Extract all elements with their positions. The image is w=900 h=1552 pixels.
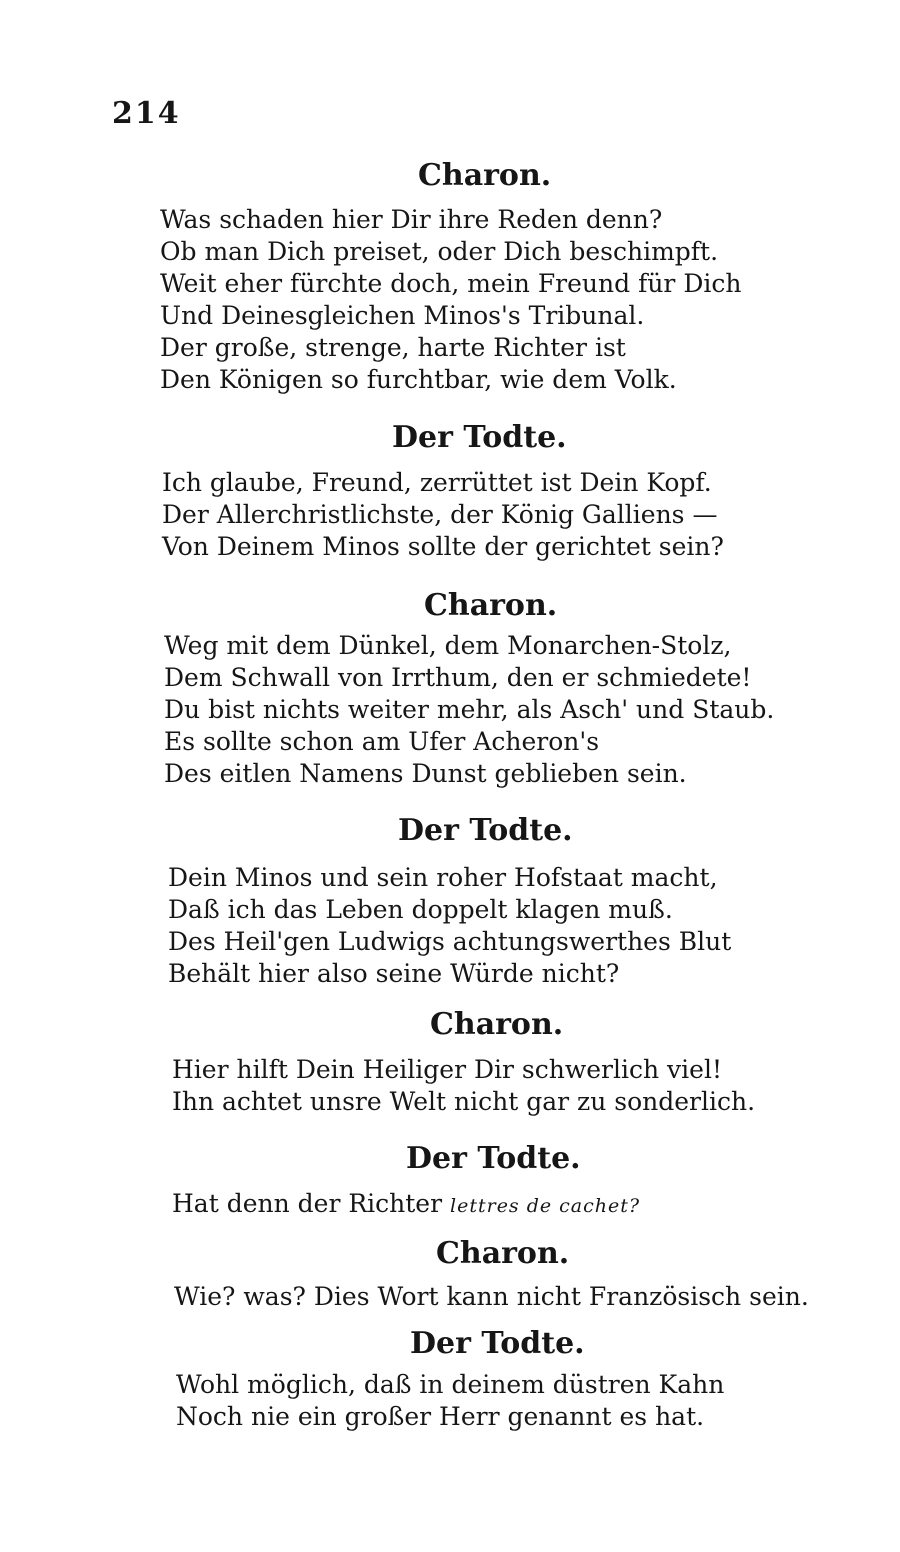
speaker-heading: Charon. — [436, 1236, 570, 1271]
verse-line: Wohl möglich, daß in deinem düstren Kahn — [176, 1370, 725, 1399]
verse-line: Wie? was? Dies Wort kann nicht Französisch sein. — [174, 1282, 809, 1311]
speaker-heading: Charon. — [418, 158, 552, 193]
speaker-heading: Charon. — [424, 588, 558, 623]
verse-line: Des Heil'gen Ludwigs achtungswerthes Blut — [168, 927, 732, 956]
verse-line: Weit eher fürchte doch, mein Freund für Dich — [160, 269, 742, 298]
verse-line: Den Königen so furchtbar, wie dem Volk. — [160, 365, 677, 394]
verse-line: Was schaden hier Dir ihre Reden denn? — [160, 205, 663, 234]
page-number: 214 — [112, 96, 181, 131]
speaker-heading: Der Todte. — [406, 1141, 581, 1176]
verse-text: Hat denn der Richter — [172, 1189, 443, 1218]
verse-line: Dem Schwall von Irrthum, den er schmiedete! — [164, 663, 752, 692]
verse-line: Von Deinem Minos sollte der gerichtet sein? — [162, 532, 724, 561]
verse-block — [160, 204, 741, 396]
verse-line: Und Deinesgleichen Minos's Tribunal. — [160, 301, 645, 330]
verse-block — [172, 1188, 640, 1220]
verse-line: Noch nie ein großer Herr genannt es hat. — [176, 1402, 705, 1431]
verse-line: Der große, strenge, harte Richter ist — [160, 333, 626, 362]
verse-line: Ich glaube, Freund, zerrüttet ist Dein Kopf. — [162, 468, 712, 497]
verse-block — [174, 1281, 809, 1313]
speaker-heading: Der Todte. — [398, 813, 573, 848]
verse-line: Der Allerchristlichste, der König Galliens — — [162, 500, 718, 529]
speaker-heading: Der Todte. — [410, 1326, 585, 1361]
verse-block — [162, 467, 724, 563]
verse-block — [168, 862, 731, 990]
verse-block — [164, 630, 774, 790]
verse-line: Dein Minos und sein roher Hofstaat macht, — [168, 863, 718, 892]
verse-line: Es sollte schon am Ufer Acheron's — [164, 727, 600, 756]
verse-line: Ob man Dich preiset, oder Dich beschimpft. — [160, 237, 719, 266]
verse-line: Daß ich das Leben doppelt klagen muß. — [168, 895, 673, 924]
verse-line: Behält hier also seine Würde nicht? — [168, 959, 620, 988]
verse-line: Du bist nichts weiter mehr, als Asch' und Staub. — [164, 695, 775, 724]
verse-line — [172, 1188, 640, 1220]
verse-line: Weg mit dem Dünkel, dem Monarchen-Stolz, — [164, 631, 732, 660]
speaker-heading: Der Todte. — [392, 420, 567, 455]
italic-phrase: lettres de cachet? — [450, 1195, 641, 1217]
verse-line: Des eitlen Namens Dunst geblieben sein. — [164, 759, 687, 788]
speaker-heading: Charon. — [430, 1007, 564, 1042]
verse-line: Ihn achtet unsre Welt nicht gar zu sonderlich. — [172, 1087, 756, 1116]
verse-block — [172, 1054, 755, 1118]
verse-block — [176, 1369, 724, 1433]
verse-line: Hier hilft Dein Heiliger Dir schwerlich viel! — [172, 1055, 722, 1084]
